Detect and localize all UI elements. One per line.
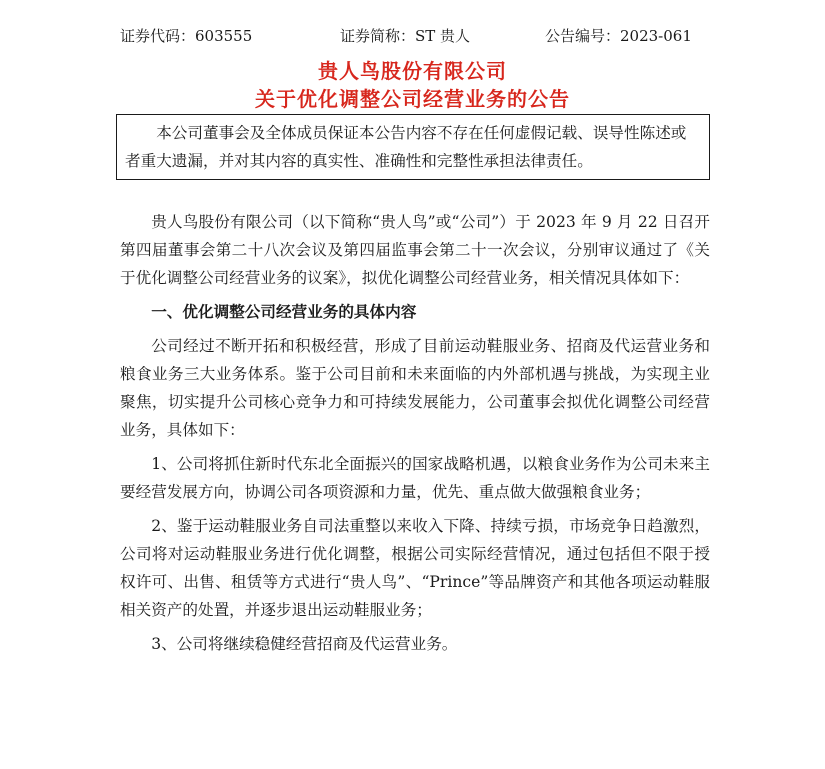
security-code: 证券代码：603555 <box>120 27 253 45</box>
announcement-header <box>120 25 710 47</box>
announcement-subject: 关于优化调整公司经营业务的公告 <box>255 87 570 111</box>
list-item-sportswear-business: 2、鉴于运动鞋服业务自司法重整以来收入下降、持续亏损，市场竞争日趋激烈，公司将对运动鞋服业务进行优化调整，根据公司实际经营情况，通过包括但不限于授权许可、出售、租赁等方式进行“贵人鸟”、“Prince”等品牌资产和其他各项运动鞋服相关资产的处置，并逐步退出运动鞋服业务； <box>120 517 710 619</box>
board-statement-box <box>116 114 710 180</box>
company-title: 贵人鸟股份有限公司 <box>318 59 507 83</box>
security-abbreviation: 证券简称：ST 贵人 <box>340 27 471 45</box>
list-item-grain-business: 1、公司将抓住新时代东北全面振兴的国家战略机遇，以粮食业务作为公司未来主要经营发展方向，协调公司各项资源和力量，优先、重点做大做强粮食业务； <box>120 455 710 501</box>
business-overview-paragraph: 公司经过不断开拓和积极经营，形成了目前运动鞋服业务、招商及代运营业务和粮食业务三大业务体系。鉴于公司目前和未来面临的内外部机遇与挑战，为实现主业聚焦，切实提升公司核心竞争力和可持续发展能力，公司董事会拟优化调整公司经营业务，具体如下： <box>120 337 710 439</box>
board-statement-text: 本公司董事会及全体成员保证本公告内容不存在任何虚假记载、误导性陈述或者重大遗漏，并对其内容的真实性、准确性和完整性承担法律责任。 <box>125 124 687 170</box>
announcement-body <box>120 208 710 658</box>
announcement-number: 公告编号：2023-061 <box>545 27 692 45</box>
section-heading: 一、优化调整公司经营业务的具体内容 <box>151 302 417 321</box>
intro-paragraph: 贵人鸟股份有限公司（以下简称“贵人鸟”或“公司”）于 2023 年 9 月 22 日召开第四届董事会第二十八次会议及第四届监事会第二十一次会议，分别审议通过了《关于优化调整公司经营业务的议案》，拟优化调整公司经营业务，相关情况具体如下： <box>120 213 710 287</box>
list-item-operation-business: 3、公司将继续稳健经营招商及代运营业务。 <box>151 635 458 653</box>
